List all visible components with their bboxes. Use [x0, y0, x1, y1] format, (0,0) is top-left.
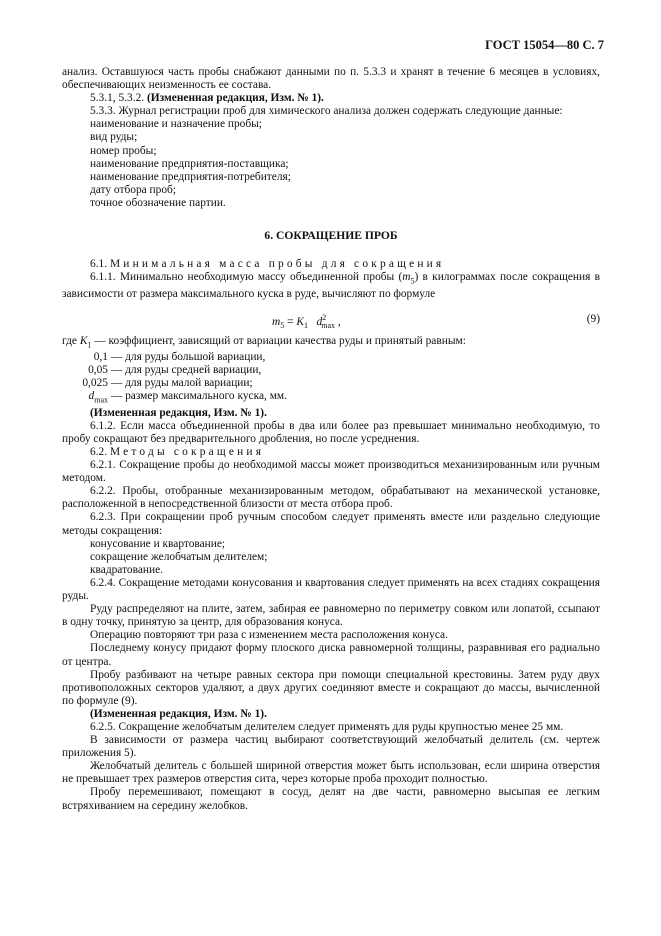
paragraph-text: Пробу перемешивают, помещают в сосуд, делят на две части, равномерно высыпая ее легким встряхиванием на середину желобков. — [62, 786, 600, 812]
definition-text: — коэффициент, зависящий от вариации качества руды и принятый равным: — [91, 334, 466, 347]
formula-subscript: 1 — [303, 320, 308, 330]
formula-k: K — [296, 315, 304, 328]
formula-superscript: 2 — [322, 312, 327, 322]
symbol-k: K — [79, 334, 88, 347]
paragraph-text: Операцию повторяют три раза с изменением места расположения конуса. — [90, 629, 448, 642]
list-item: дату отбора проб; — [90, 183, 176, 196]
coefficient-value: 0,05 — [88, 364, 108, 377]
definition-text: — для руды средней вариации, — [108, 364, 262, 377]
page-content — [62, 66, 600, 813]
definition-value — [62, 351, 600, 364]
paragraph-6-2-2: 6.2.2. Пробы, отобранные механизированным методом, обрабатывают на механической установке, расположенной в непосредственной близости от места отбора проб. — [62, 485, 600, 511]
paragraph-text: Пробу разбивают на четыре равных сектора при помощи специальной крестовины. Затем руду двух противоположных секторов удаляют, а двух других соединяют вместе и сокращают до массы, вычисленной по формуле (9). — [62, 668, 600, 707]
paragraph-continuation: анализ. Оставшуюся часть пробы снабжают данными по п. 5.3.3 и хранят в течение 6 месяцев в условиях, обеспечивающих неизменность ее состава. — [62, 66, 600, 92]
paragraph-6-2-3: 6.2.3. При сокращении проб ручным способом следует применять вместе или раздельно следующие методы сокращения: — [62, 511, 600, 537]
subsection-6-1-heading — [62, 258, 600, 271]
d-symbol — [88, 390, 108, 405]
formula-definitions — [62, 335, 600, 407]
clause-number: 6.1. — [90, 258, 108, 271]
amendment-note: (Измененная редакция, Изм. № 1). — [90, 406, 267, 419]
paragraph-6-1-2: 6.1.2. Если масса объединенной пробы в два или более раз превышает минимально необходимую, то пробу сокращают без предварительного дробления, но после усреднения. — [62, 419, 600, 445]
coefficient-value: 0,025 — [82, 377, 108, 390]
formula-number: (9) — [586, 312, 600, 325]
paragraph-text: ) в килограммах после сокращения в зависимости от размера максимального куска в руде, вычисляют по формуле — [62, 271, 600, 300]
paragraph-text: Последнему конусу придают форму плоского диска равномерной толщины, разравнивая его радиально от центра. — [62, 642, 600, 668]
formula-subscript: 5 — [280, 320, 285, 330]
paragraph-text: Желобчатый делитель с большей шириной отверстия может быть использован, если ширина отверстия не превышает трех размеров отверстия сита, через которые проба проходит полностью. — [62, 760, 600, 786]
paragraph-6-2-4: 6.2.4. Сокращение методами конусования и квартования следует применять на всех стадиях сокращения руды. — [62, 576, 600, 603]
list-item: вид руды; — [90, 131, 138, 144]
paragraph-6-2-1: 6.2.1. Сокращение пробы до необходимой массы может производиться механизированным или ручным методом. — [62, 459, 600, 485]
subsection-title: Методы сокращения — [109, 446, 265, 458]
symbol-subscript: 1 — [87, 339, 92, 349]
list-item: наименование предприятия-потребителя; — [90, 170, 291, 183]
paragraph-5-3-3: 5.3.3. Журнал регистрации проб для химического анализа должен содержать следующие данные: — [90, 105, 563, 118]
definition-text: — для руды большой вариации, — [108, 351, 266, 364]
paragraph-text: Руду распределяют на плите, затем, забирая ее равномерно по периметру совком или лопатой, ссыпают в одну точку, принятую за центр, для образования конуса. — [62, 603, 600, 629]
formula-equals: = — [284, 315, 297, 328]
amendment-note: (Измененная редакция, Изм. № 1). — [146, 92, 324, 105]
formula-d: d — [316, 315, 323, 328]
paragraph-6-1-1 — [62, 271, 600, 300]
paragraph-5-3-1 — [62, 92, 600, 105]
symbol-subscript: 5 — [410, 276, 415, 286]
subsection-title: Минимальная масса пробы для сокращения — [109, 258, 445, 271]
symbol-m: m — [402, 271, 411, 284]
list-item: наименование и назначение пробы; — [90, 118, 262, 131]
formula-tail: , — [335, 315, 341, 328]
definition-k — [62, 335, 600, 351]
where-label: где — [62, 334, 77, 347]
symbol-d: d — [88, 390, 95, 403]
definition-text: — для руды малой вариации; — [108, 377, 253, 390]
list-item: наименование предприятия-поставщика; — [90, 157, 289, 170]
coefficient-value: 0,1 — [93, 351, 108, 364]
d-symbol-wrap — [62, 390, 108, 406]
formula-expression — [272, 311, 341, 332]
definition-d — [62, 390, 600, 406]
list-item: квадратование. — [90, 563, 163, 576]
list-item: сокращение желобчатым делителем; — [90, 550, 268, 563]
amendment-note: (Измененная редакция, Изм. № 1). — [90, 707, 267, 720]
k-symbol — [80, 335, 92, 347]
formula-subscript: max — [321, 320, 335, 330]
list-item: конусование и квартование; — [90, 537, 226, 550]
list-item: точное обозначение партии. — [90, 196, 226, 209]
mass-symbol — [402, 271, 415, 286]
clause-number: 5.3.1, 5.3.2. — [90, 92, 145, 105]
section-heading: 6. СОКРАЩЕНИЕ ПРОБ — [264, 229, 398, 243]
symbol-subscript: max — [94, 395, 108, 405]
definition-text: — размер максимального куска, мм. — [108, 390, 287, 403]
page-header: ГОСТ 15054—80 С. 7 — [485, 38, 604, 52]
formula-lhs: m — [272, 315, 281, 328]
paragraph-text: В зависимости от размера частиц выбирают соответствующий желобчатый делитель (см. чертеж приложения 5). — [62, 734, 600, 760]
definition-value — [62, 377, 600, 390]
paragraph-text: 6.1.1. Минимально необходимую массу объединенной пробы ( — [90, 271, 403, 284]
subsection-6-2-heading — [62, 446, 600, 459]
paragraph-6-2-5: 6.2.5. Сокращение желобчатым делителем следует применять для руды крупностью менее 25 мм. — [90, 720, 564, 733]
list-item: номер пробы; — [90, 144, 157, 157]
formula-9 — [62, 305, 600, 333]
clause-number: 6.2. — [90, 446, 108, 458]
definition-value — [62, 364, 600, 377]
